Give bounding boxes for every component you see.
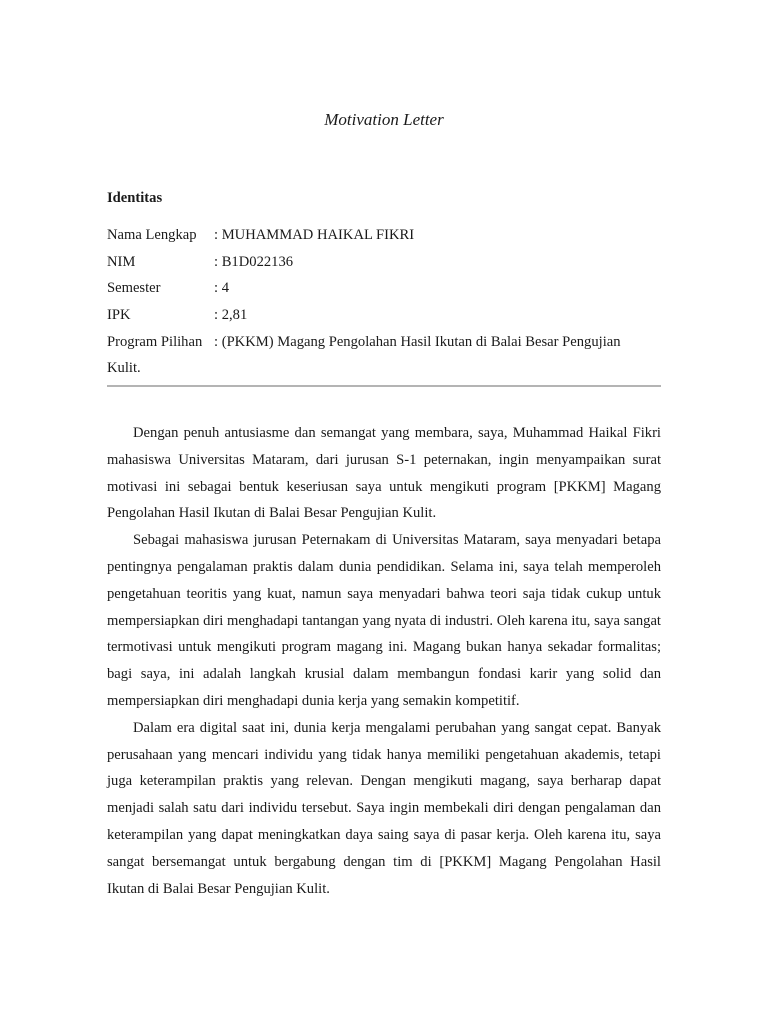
letter-body <box>107 420 661 902</box>
identity-row-ipk <box>107 304 667 331</box>
program-value: : (PKKM) Magang Pengolahan Hasil Ikutan di Balai Besar Pengujian <box>214 331 621 353</box>
ipk-value: : 2,81 <box>214 304 247 326</box>
nim-value: : B1D022136 <box>214 251 293 273</box>
paragraph-3: Dalam era digital saat ini, dunia kerja mengalami perubahan yang sangat cepat. Banyak perusahaan yang mencari individu yang tidak hanya memiliki pengetahuan akademis, tetapi juga keterampilan praktis yang relevan. Dengan mengikuti magang, saya berharap dapat menjadi salah satu dari individu tersebut. Saya ingin membekali diri dengan pengalaman dan keterampilan yang dapat meningkatkan daya saing saya di pasar kerja. Oleh karena itu, saya sangat bersemangat untuk bergabung dengan tim di [PKKM] Magang Pengolahan Hasil Ikutan di Balai Besar Pengujian Kulit. <box>107 719 661 897</box>
identity-row-program <box>107 331 667 377</box>
identity-row-nim <box>107 251 667 278</box>
name-label: Nama Lengkap <box>107 227 197 243</box>
program-value-continuation: Kulit. <box>107 360 141 377</box>
nim-label: NIM <box>107 253 136 270</box>
program-label: Program Pilihan <box>107 333 203 350</box>
paragraph-1: Dengan penuh antusiasme dan semangat yang membara, saya, Muhammad Haikal Fikri mahasiswa Universitas Mataram, dari jurusan S-1 peternakan, ingin menyampaikan surat motivasi ini sebagai bentuk keseriusan saya untuk mengikuti program [PKKM] Magang Pengolahan Hasil Ikutan di Balai Besar Pengujian Kulit. <box>107 425 661 522</box>
paragraph-2: Sebagai mahasiswa jurusan Peternakam di Universitas Mataram, saya menyadari betapa pentingnya pengalaman praktis dalam dunia pendidikan. Selama ini, saya telah memperoleh pengetahuan teoritis yang kuat, namun saya menyadari bahwa teori saja tidak cukup untuk mempersiapkan diri menghadapi tantangan yang nyata di industri. Oleh karena itu, saya sangat termotivasi untuk mengikuti program magang ini. Magang bukan hanya sekadar formalitas; bagi saya, ini adalah langkah krusial dalam membangun fondasi karir yang solid dan mempersiapkan diri menghadapi dunia kerja yang semakin kompetitif. <box>107 532 661 709</box>
identity-row-semester <box>107 277 667 304</box>
name-value: : MUHAMMAD HAIKAL FIKRI <box>214 224 414 246</box>
semester-value: : 4 <box>214 277 229 299</box>
identity-block <box>107 224 667 377</box>
section-heading-identitas: Identitas <box>107 190 163 206</box>
letter-title: Motivation Letter <box>324 110 444 129</box>
identity-row-name <box>107 224 667 251</box>
ipk-label: IPK <box>107 307 131 324</box>
semester-label: Semester <box>107 280 161 297</box>
horizontal-divider <box>107 385 661 387</box>
